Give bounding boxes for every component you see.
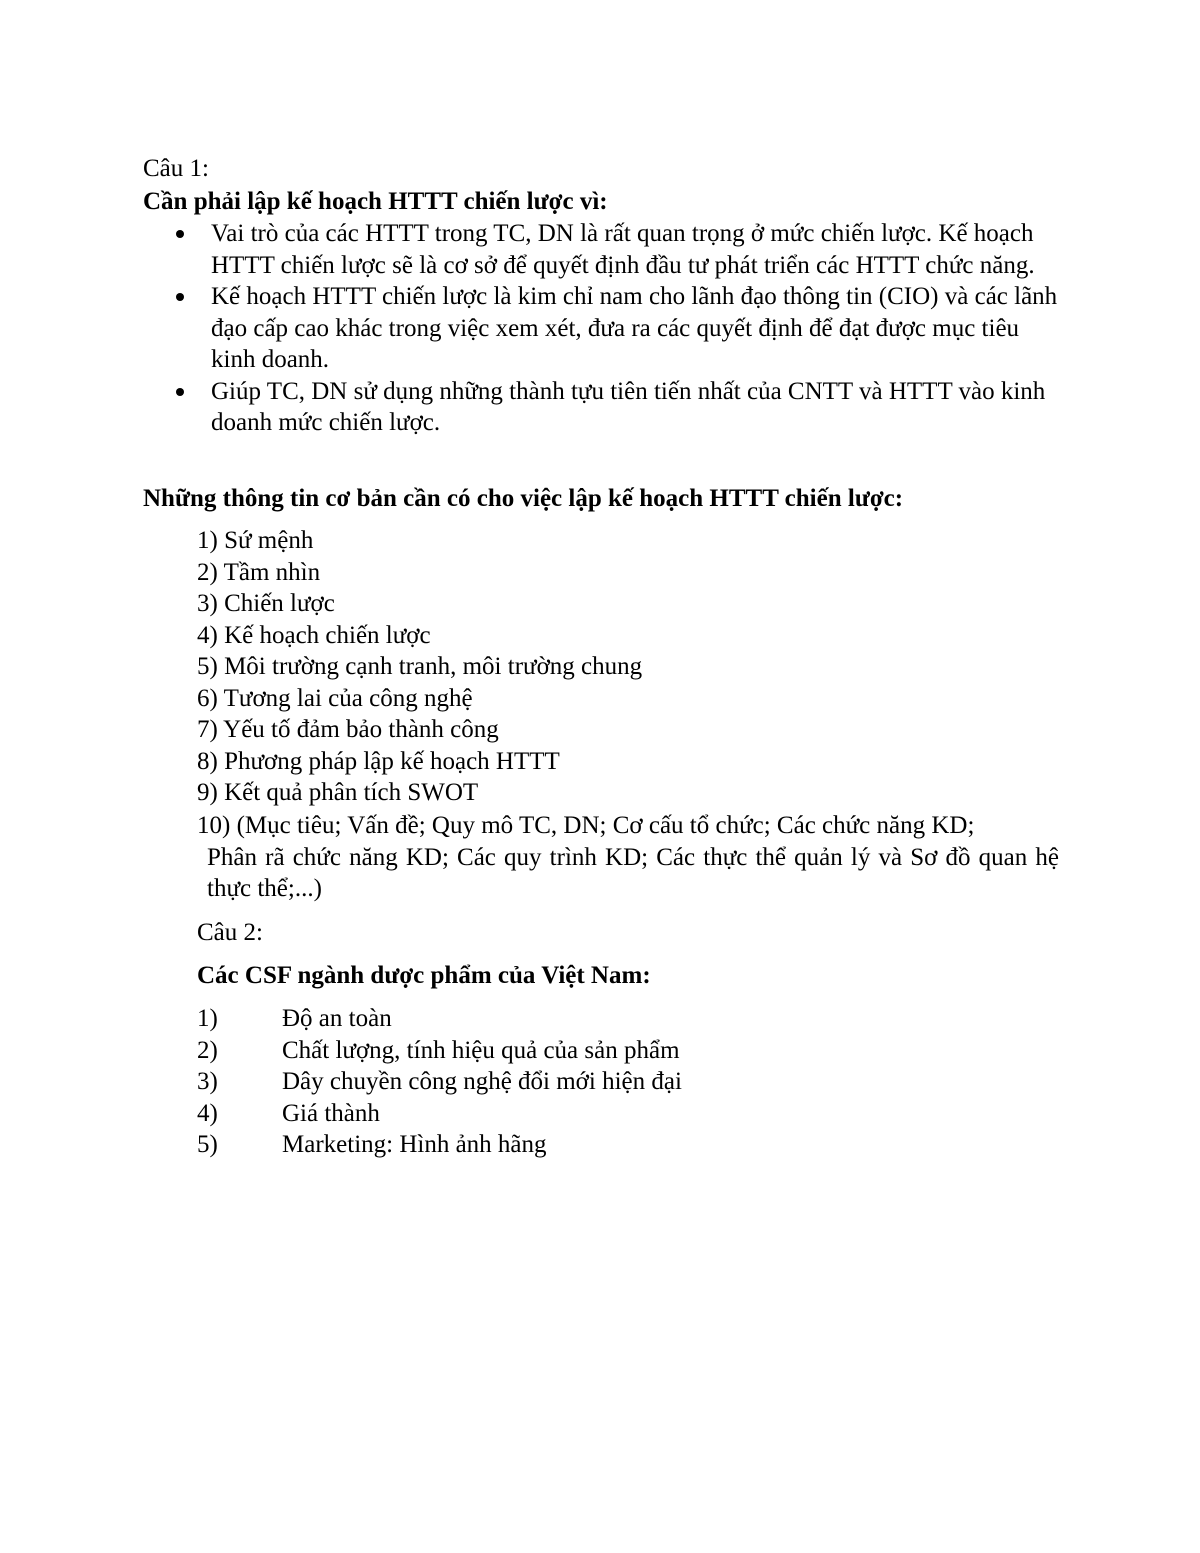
list-item-10-first-line: 10) (Mục tiêu; Vấn đề; Quy mô TC, DN; Cơ cấu tổ chức; Các chức năng KD; (197, 812, 975, 839)
list-item: 2) Tầm nhìn (197, 558, 321, 586)
list-number: 2) (197, 1036, 218, 1064)
bullet-icon (176, 293, 184, 301)
bullet-text: Kế hoạch HTTT chiến lược là kim chỉ nam cho lãnh đạo thông tin (CIO) và các lãnh đạo cấp cao khác trong việc xem xét, đưa ra các quyết định để đạt được mục tiêu kinh doanh. (211, 283, 1058, 373)
csf-list (197, 1003, 682, 1161)
list-text: Độ an toàn (282, 1005, 392, 1032)
list-item (197, 1066, 682, 1098)
bullet-text: Vai trò của các HTTT trong TC, DN là rất quan trọng ở mức chiến lược. Kế hoạch HTTT chiến lược sẽ là cơ sở để quyết định đầu tư phát triển các HTTT chức năng. (211, 220, 1035, 279)
list-text: Dây chuyền công nghệ đổi mới hiện đại (282, 1068, 682, 1095)
list-item: 9) Kết quả phân tích SWOT (197, 779, 479, 806)
list-text: Chất lượng, tính hiệu quả của sản phẩm (282, 1036, 680, 1064)
list-item: 1) Sứ mệnh (197, 527, 314, 554)
list-item: 8) Phương pháp lập kế hoạch HTTT (197, 747, 560, 775)
question-1-label: Câu 1: (143, 155, 209, 182)
list-text: Giá thành (282, 1099, 380, 1127)
list-number: 4) (197, 1099, 218, 1127)
list-number: 5) (197, 1131, 218, 1158)
list-item: 6) Tương lai của công nghệ (197, 684, 473, 712)
list-item (143, 218, 1063, 281)
list-item-10 (197, 810, 1059, 905)
list-item (197, 1129, 682, 1161)
question-1-heading: Cần phải lập kế hoạch HTTT chiến lược vì: (143, 188, 608, 215)
basic-info-list (197, 525, 642, 809)
list-number: 1) (197, 1005, 218, 1032)
list-item-10-continuation: Phân rã chức năng KD; Các quy trình KD; Các thực thể quản lý và Sơ đồ quan hệ thực thể;...) (207, 843, 1059, 902)
list-item (197, 1035, 682, 1067)
bullet-text: Giúp TC, DN sử dụng những thành tựu tiên tiến nhất của CNTT và HTTT vào kinh doanh mức chiến lược. (211, 377, 1046, 436)
list-number: 3) (197, 1068, 218, 1095)
list-item: 5) Môi trường cạnh tranh, môi trường chung (197, 653, 643, 680)
list-item: 7) Yếu tố đảm bảo thành công (197, 716, 499, 743)
list-item (143, 281, 1063, 376)
list-item (197, 1003, 682, 1035)
list-item: 4) Kế hoạch chiến lược (197, 621, 431, 649)
list-item: 3) Chiến lược (197, 590, 335, 617)
bullet-icon (176, 388, 184, 396)
list-text: Marketing: Hình ảnh hãng (282, 1131, 547, 1158)
csf-heading: Các CSF ngành dược phẩm của Việt Nam: (197, 962, 651, 989)
list-item (143, 376, 1063, 439)
question-2-label: Câu 2: (197, 919, 263, 946)
list-item (197, 1098, 682, 1130)
basic-info-heading: Những thông tin cơ bản cần có cho việc lập kế hoạch HTTT chiến lược: (143, 485, 904, 512)
bullet-icon (176, 230, 184, 238)
reasons-bullet-list (143, 218, 1063, 439)
